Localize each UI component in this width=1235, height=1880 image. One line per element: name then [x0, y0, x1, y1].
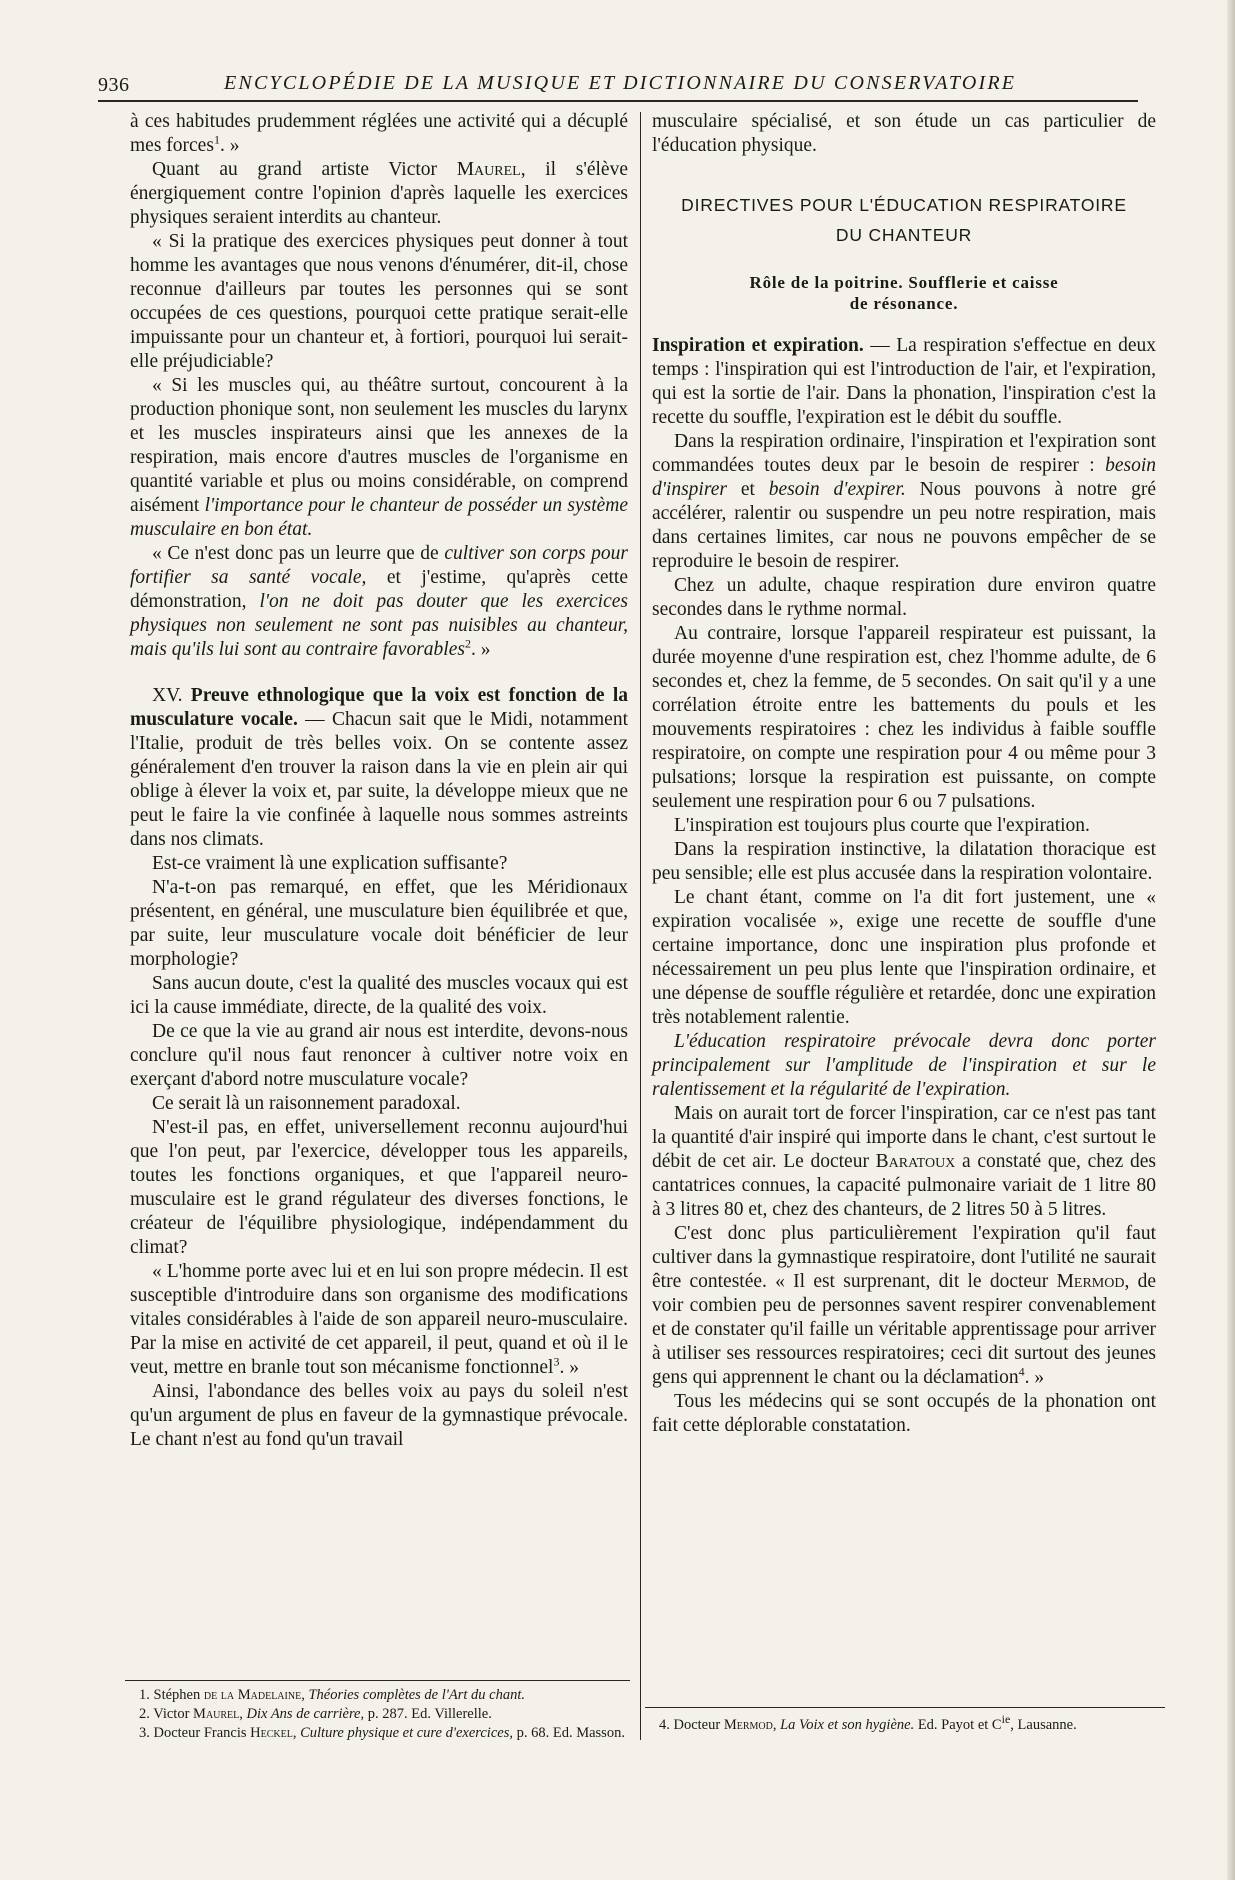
paragraph: Chez un adulte, chaque respiration dure environ quatre secondes dans le rythme normal. — [652, 575, 1156, 620]
paragraph: Ainsi, l'abondance des belles voix au pays du soleil n'est qu'un argument de plus en faveur de la gymnastique prévocale. Le chant n'est au fond qu'un travail — [130, 1381, 628, 1450]
italic-paragraph: L'éducation respiratoire prévocale devra donc porter principalement sur l'amplitude de l'inspiration et sur le ralentissement et la régularité de l'expiration. — [652, 1031, 1156, 1100]
paragraph: Sans aucun doute, c'est la qualité des muscles vocaux qui est ici la cause immédiate, directe, de la qualité des voix. — [130, 973, 628, 1018]
paragraph: Dans la respiration ordinaire, l'inspiration et l'expiration sont commandées toutes deux par le besoin de respirer : besoin d'inspirer et besoin d'expirer. Nous pouvons à notre gré accélérer, ralentir ou suspendre un peu notre respiration, mais dans certaines limites, car nous ne pouvons empêcher de se reproduire le besoin de respirer. — [652, 431, 1156, 572]
footnote-4: 4. Docteur Mermod, La Voix et son hygiène. Ed. Payot et $C^{ie}$, Lausanne. — [659, 1712, 1077, 1733]
footnotes-left — [125, 1686, 630, 1743]
footnote-3: 3. Docteur Francis Heckel, Culture physique et cure d'exercices, p. 68. Ed. Masson. — [139, 1725, 625, 1741]
paragraph: Est-ce vraiment là une explication suffisante? — [152, 853, 508, 874]
quote-paragraph: « Si la pratique des exercices physiques peut donner à tout homme les avantages que nous venons d'énumérer, dit-il, chose reconnue d'ailleurs par toutes les personnes qui se sont occupées de ces questions, pourquoi cette pratique serait-elle impuissante pour un chanteur et, à fortiori, pourquoi lui serait-elle préjudiciable? — [130, 231, 628, 372]
paragraph: Le chant étant, comme on l'a dit fort justement, une « expiration vocalisée », exige une recette de souffle d'une certaine importance, donc une inspiration plus profonde et nécessairement un peu plus lente que l'inspiration ordinaire, et une dépense de souffle régulière et retardée, donc une expiration très notablement ralentie. — [652, 887, 1156, 1028]
paragraph: Inspiration et expiration. — La respiration s'effectue en deux temps : l'inspiration qui est l'introduction de l'air, et l'expiration, qui est la sortie de l'air. Dans la phonation, l'inspiration c'est la recette du souffle, l'expiration est le débit du souffle. — [652, 335, 1156, 428]
paragraph-title: Inspiration et expiration. — [652, 335, 864, 356]
section-xv: XV. Preuve ethnologique que la voix est fonction de la musculature vocale. — Chacun sait que le Midi, notamment l'Italie, produit de très belles voix. On se contente assez généralement d'en trouver la raison dans la vie en plein air qui oblige à élever la voix et, par suite, la développe mieux que ne peut le faire la vie confinée à laquelle nous sommes astreints dans nos climats. — [130, 685, 629, 850]
author-name: Baratoux — [875, 1151, 956, 1172]
quote-paragraph: « Ce n'est donc pas un leurre que de cultiver son corps pour fortifier sa santé vocale, et j'estime, qu'après cette démonstration, l'on ne doit pas douter que les exercices physiques non seulement ne sont pas nuisibles au chanteur, mais qu'ils lui sont au contraire favorables$^2$. » — [130, 543, 628, 660]
footnote-rule-left — [125, 1680, 630, 1681]
paragraph: Tous les médecins qui se sont occupés de la phonation ont fait cette déplorable constatation. — [652, 1391, 1156, 1436]
chapter-heading: DIRECTIVES POUR L'ÉDUCATION RESPIRATOIRE DU CHANTEUR — [681, 195, 1127, 245]
quote-paragraph: « L'homme porte avec lui et en lui son propre médecin. Il est susceptible d'introduire dans son organisme des modifications vitales considérables à l'aide de son appareil neuro-musculaire. Par la mise en activité de cet appareil, il peut, quand et où il le veut, mettre en branle tout son mécanisme fonctionnel$^3$. » — [130, 1261, 628, 1378]
paragraph: Au contraire, lorsque l'appareil respirateur est puissant, la durée moyenne d'une respiration est, chez l'homme adulte, de 6 secondes et, chez la femme, de 5 secondes. On sait qu'il y a une corrélation étroite entre les battements du pouls et les mouvements respiratoires : chez les individus à faible souffle respiratoire, on compte une respiration pour 4 ou même pour 3 pulsations; lorsque la respiration est puissante, on compte seulement une respiration pour 6 ou 7 pulsations. — [652, 623, 1156, 812]
right-column — [652, 110, 1156, 1438]
paragraph: à ces habitudes prudemment réglées une activité qui a décuplé mes forces$^1$. » — [130, 111, 628, 156]
paragraph: De ce que la vie au grand air nous est interdite, devons-nous conclure qu'il nous faut renoncer à cultiver notre voix en exerçant d'abord notre musculature vocale? — [130, 1021, 628, 1090]
page-number: 936 — [98, 74, 130, 96]
page-edge — [1227, 0, 1235, 1880]
quote-paragraph: « Si les muscles qui, au théâtre surtout, concourent à la production phonique sont, non seulement les muscles du larynx et les muscles inspirateurs ainsi que les annexes de la respiration, mais encore d'autres muscles de l'organisme en quantité variable et plus ou moins considérable, on comprend aisément l'importance pour le chanteur de posséder un système musculaire en bon état. — [130, 375, 628, 540]
paragraph: Quant au grand artiste Victor Maurel, il s'élève énergiquement contre l'opinion d'après laquelle les exercices physiques seraient interdits au chanteur. — [130, 159, 628, 228]
author-name: Mermod — [1056, 1271, 1125, 1292]
paragraph: L'inspiration est toujours plus courte que l'expiration. — [674, 815, 1090, 836]
section-title: Preuve ethnologique que la voix est fonction de la musculature vocale. — [130, 685, 628, 730]
paragraph: N'a-t-on pas remarqué, en effet, que les Méridionaux présentent, en général, une musculature bien équilibrée et que, par suite, leur musculature vocale doit bénéficier de leur morphologie? — [130, 877, 628, 970]
footnote-rule-right — [645, 1707, 1165, 1708]
footnote-2: 2. Victor Maurel, Dix Ans de carrière, p. 287. Ed. Villerelle. — [139, 1706, 492, 1722]
paragraph: Ce serait là un raisonnement paradoxal. — [152, 1093, 461, 1114]
paragraph: C'est donc plus particulièrement l'expiration qu'il faut cultiver dans la gymnastique respiratoire, dont l'utilité ne saurait être contestée. « Il est surprenant, dit le docteur Mermod, de voir combien peu de personnes savent respirer convenablement et de constater qu'il faille un véritable apprentissage pour arriver à utiliser ses ressources respiratoires; ceci dit surtout des jeunes gens qui apprennent le chant ou la déclamation$^4$. » — [652, 1223, 1157, 1388]
paragraph: Mais on aurait tort de forcer l'inspiration, car ce n'est pas tant la quantité d'air inspiré qui importe dans le chant, c'est surtout le débit de cet air. Le docteur Baratoux a constaté que, chez des cantatrices connues, la capacité pulmonaire variait de 1 litre 80 à 3 litres 80 et, chez des chanteurs, de 2 litres 50 à 5 litres. — [652, 1103, 1156, 1220]
footnote-1: 1. Stéphen de la Madelaine, Théories complètes de l'Art du chant. — [139, 1687, 525, 1703]
paragraph: Dans la respiration instinctive, la dilatation thoracique est peu sensible; elle est plus accusée dans la respiration volontaire. — [652, 839, 1156, 884]
paragraph: musculaire spécialisé, et son étude un cas particulier de l'éducation physique. — [652, 111, 1156, 156]
column-divider — [640, 112, 641, 1740]
header-rule — [98, 100, 1138, 102]
paragraph: N'est-il pas, en effet, universellement reconnu aujourd'hui que l'on peut, par l'exercice, développer tous les appareils, toutes les fonctions organiques, et que l'appareil neuro-musculaire est le grand régulateur des diverses fonctions, le créateur de l'équilibre physiologique, indépendamment du climat? — [130, 1117, 628, 1258]
left-column — [130, 110, 628, 1452]
subsection-heading: Rôle de la poitrine. Soufflerie et caisse de résonance. — [749, 273, 1059, 313]
running-title: ENCYCLOPÉDIE DE LA MUSIQUE ET DICTIONNAIRE DU CONSERVATOIRE — [224, 72, 1017, 94]
author-name: Maurel — [456, 159, 521, 180]
running-header — [98, 72, 1138, 98]
footnotes-right — [645, 1712, 1165, 1735]
